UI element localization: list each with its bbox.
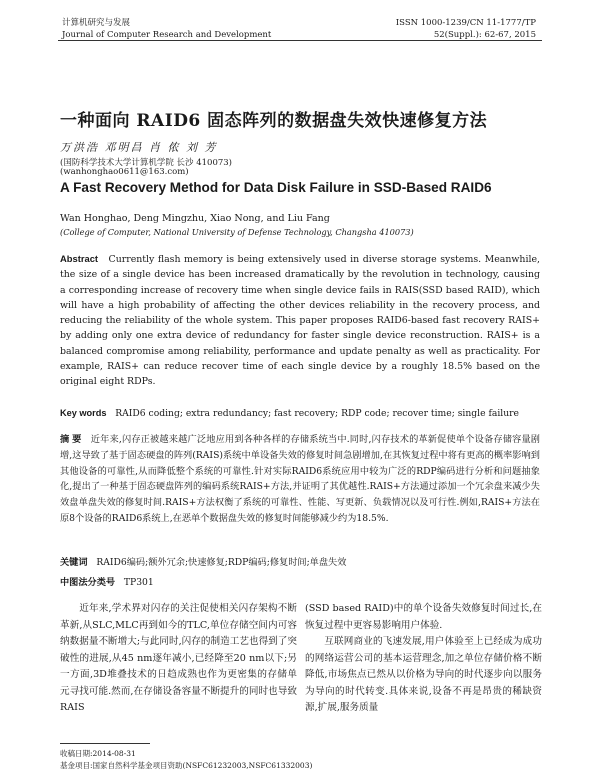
body-column-right (305, 601, 542, 717)
header-rule (58, 40, 542, 41)
body-paragraph: (SSD based RAID)中的单个设备失效修复时间过长,在恢复过程中更容易影响用户体验. (305, 603, 542, 631)
footnote-received: 收稿日期:2014-08-31 (60, 749, 136, 758)
clc-code: TP301 (123, 577, 154, 588)
keywords-en-text: RAID6 coding; extra redundancy; fast recovery; RDP code; recover time; single failure (115, 408, 519, 419)
journal-issue: 52(Suppl.): 62-67, 2015 (433, 30, 536, 40)
keywords-en-label: Key words (60, 408, 107, 418)
body-paragraph: 互联网商业的飞速发展,用户体验至上已经成为成功的网络运营公司的基本运营理念,加之单位存储价格不断降低,市场焦点已然从以价格为导向的时代逐步向以服务为导向的时代转变.具体来说,设备不再是昂贵的稀缺资源,扩展,服务质量 (305, 636, 542, 713)
authors-en: Wan Honghao, Deng Mingzhu, Xiao Nong, and Liu Fang (60, 213, 330, 224)
footnote-rule (60, 743, 150, 744)
keywords-zh-text: RAID6编码;额外冗余;快速修复;RDP编码;修复时间;单盘失效 (96, 557, 347, 568)
journal-issn: ISSN 1000-1239/CN 11-1777/TP (395, 18, 536, 28)
paper-title-en: A Fast Recovery Method for Data Disk Failure in SSD-Based RAID6 (60, 180, 492, 195)
abstract-zh (60, 432, 540, 527)
author-email: (wanhonghao0611@163.com) (60, 167, 189, 177)
keywords-zh-label: 关键词 (60, 557, 88, 567)
keywords-en (60, 406, 540, 421)
clc-label: 中图法分类号 (60, 577, 116, 587)
abstract-en-label: Abstract (60, 253, 99, 264)
keywords-zh (60, 554, 346, 568)
body-paragraph: 近年来,学术界对闪存的关注促使相关闪存架构不断革新,从SLC,MLC再到如今的TLC,单位存储空间内可容纳数据量不断增大;与此同时,闪存的制造工艺也得到了突破性的进展,从45 nm逐年减小,已经降至20 nm以下;另一方面,3D堆叠技术的日趋成熟也作为更密集的存储单元寻找可能.然而,在存储设备容量不断提升的同时也导致RAIS (60, 603, 297, 713)
footnote-funding: 基金项目:国家自然科学基金项目资助(NSFC61232003,NSFC61332003) (60, 761, 313, 770)
abstract-zh-text: 近年来,闪存正被越来越广泛地应用到各种各样的存储系统当中.同时,闪存技术的革新促使单个设备存储容量剧增,这导致了基于固态硬盘的阵列(RAIS)系统中单设备失效的修复时间急剧增加,在其恢复过程中将有更高的概率影响到其他设备的可靠性,从而降低整个系统的可靠性.针对实际RAID6系统应用中较为广泛的RDP编码进行分析和问题抽象化,提出了一种基于固态硬盘阵列的编码系统RAIS+方法,并证明了其优越性.RAIS+方法通过添加一个冗余盘来减少失效盘单盘失效的修复时间.RAIS+方法权衡了系统的可靠性、性能、写更新、负载情况以及可行性.例如,RAIS+方法在原8个设备的RAID6系统上,在恶单个数据盘失效的修复时间能够减少约为18.5%. (60, 434, 540, 524)
journal-name-en: Journal of Computer Research and Development (62, 30, 272, 40)
affiliation-en: (College of Computer, National University of Defense Technology, Changsha 410073) (60, 227, 414, 237)
abstract-en (60, 251, 540, 390)
abstract-en-text: Currently flash memory is being extensively used in diverse storage systems. Meanwhile, the size of a single device has been increased dramatically by the revolution in technology, causing a corresponding increase of recovery time when single device fails in RAIS(SSD based RAID), which will have a high probability of affecting the other devices reliability in the recovery process, and reducing the reliability of the whole system. This paper proposes RAID6-based fast recovery RAIS+ by adding only one extra device of redundancy for faster single device reconstruction. RAIS+ is a balanced compromise among reliability, performance and update penalty as well as practicality. For example, RAIS+ can reduce recover time of each single device by a roughly 18.5% based on the original eight RDPs. (60, 254, 540, 388)
affiliation-zh: (国防科学技术大学计算机学院 长沙 410073) (60, 158, 232, 168)
authors-zh: 万洪浩 邓明昌 肖 侬 刘 芳 (60, 141, 218, 154)
journal-name-zh: 计算机研究与发展 (62, 18, 131, 28)
clc-number (60, 574, 154, 588)
abstract-zh-label: 摘 要 (60, 434, 82, 444)
body-column-left (60, 601, 297, 717)
paper-title-zh: 一种面向 RAID6 固态阵列的数据盘失效快速修复方法 (60, 111, 488, 131)
